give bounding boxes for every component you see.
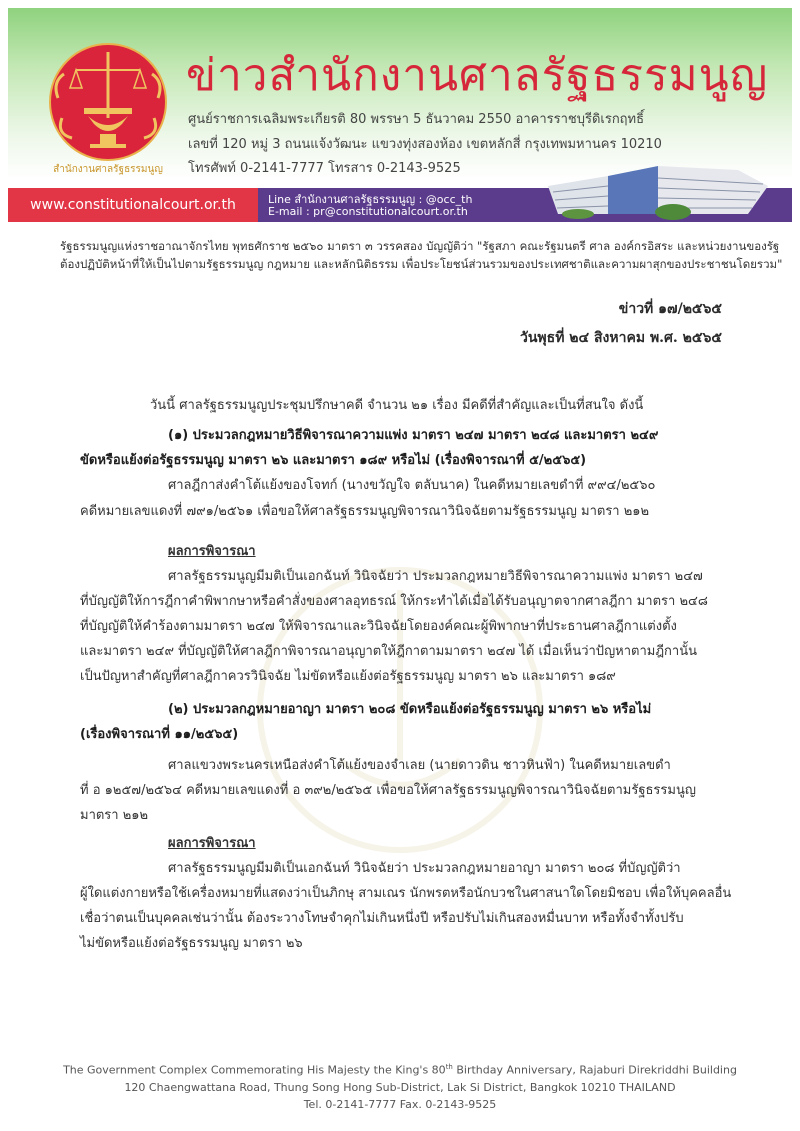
footer-line-1 xyxy=(0,1063,800,1077)
email-link[interactable]: E-mail : pr@constitutionalcourt.or.th xyxy=(268,205,468,218)
case2-facts-line1: ศาลแขวงพระนครเหนือส่งคำโต้แย้งของจำเลย (นายดาวดิน ชาวหินฟ้า) ในคดีหมายเลขดำ xyxy=(168,758,671,773)
intro-paragraph: วันนี้ ศาลรัฐธรรมนูญประชุมปรึกษาคดี จำนวน ๒๑ เรื่อง มีคดีที่สำคัญและเป็นที่สนใจ ดังนี้ xyxy=(150,398,644,413)
case1-result-line5: เป็นปัญหาสำคัญที่ศาลฎีกาควรวินิจฉัย ไม่ขัดหรือแย้งต่อรัฐธรรมนูญ มาตรา ๒๖ และมาตรา ๑๘๙ xyxy=(80,669,616,684)
case1-result-line1: ศาลรัฐธรรมนูญมีมติเป็นเอกฉันท์ วินิจฉัยว่า ประมวลกฎหมายวิธีพิจารณาความแพ่ง มาตรา ๒๔๗ xyxy=(168,569,703,584)
letterhead xyxy=(8,8,792,218)
footer-line-1-text: The Government Complex Commemorating His Majesty the King's 80 xyxy=(63,1063,446,1077)
quote-line-1: รัฐธรรมนูญแห่งราชอาณาจักรไทย พุทธศักราช ๒๕๖๐ มาตรา ๓ วรรคสอง บัญญัติว่า "รัฐสภา คณะรัฐมนตรี ศาล องค์กรอิสระ และหน่วยงานของรัฐ xyxy=(60,239,780,253)
case1-facts-line1: ศาลฎีกาส่งคำโต้แย้งของโจทก์ (นางขวัญใจ ตลับนาค) ในคดีหมายเลขดำที่ ๙๙๔/๒๕๖๐ xyxy=(168,478,656,493)
address-line-1: ศูนย์ราชการเฉลิมพระเกียรติ 80 พรรษา 5 ธันวาคม 2550 อาคารราชบุรีดิเรกฤทธิ์ xyxy=(188,112,645,127)
news-number: ข่าวที่ ๑๗/๒๕๖๕ xyxy=(618,301,722,317)
case2-facts-line2: ที่ อ ๑๒๕๗/๒๕๖๔ คดีหมายเลขแดงที่ อ ๓๙๒/๒๕๖๕ เพื่อขอให้ศาลรัฐธรรมนูญพิจารณาวินิจฉัยตามรัฐธรรมนูญ xyxy=(80,783,696,798)
phone-fax-line: โทรศัพท์ 0-2141-7777 โทรสาร 0-2143-9525 xyxy=(188,161,461,176)
case2-facts-line3: มาตรา ๒๑๒ xyxy=(80,808,149,823)
case2-result-heading: ผลการพิจารณา xyxy=(168,836,256,851)
case1-heading-line2: ขัดหรือแย้งต่อรัฐธรรมนูญ มาตรา ๒๖ และมาตรา ๑๘๙ หรือไม่ (เรื่องพิจารณาที่ ๕/๒๕๖๕) xyxy=(80,453,587,468)
case1-heading-line1: (๑) ประมวลกฎหมายวิธีพิจารณาความแพ่ง มาตรา ๒๔๗ มาตรา ๒๔๘ และมาตรา ๒๔๙ xyxy=(168,428,659,443)
svg-text:สำนักงานศาลรัฐธรรมนูญ: สำนักงานศาลรัฐธรรมนูญ xyxy=(53,164,163,175)
line-id: Line สำนักงานศาลรัฐธรรมนูญ : @occ_th xyxy=(268,193,473,206)
case1-result-line4: และมาตรา ๒๔๙ ที่บัญญัติให้ศาลฎีกาพิจารณาอนุญาตให้ฎีกาตามมาตรา ๒๔๗ ได้ เมื่อเห็นว่าปัญหาตามฎีกานั้น xyxy=(80,644,697,659)
case1-facts-line2: คดีหมายเลขแดงที่ ๗๙๑/๒๕๖๑ เพื่อขอให้ศาลรัฐธรรมนูญพิจารณาวินิจฉัยตามรัฐธรรมนูญ มาตรา ๒๑๒ xyxy=(80,504,650,519)
case1-result-line3: ที่บัญญัติให้คำร้องตามมาตรา ๒๔๗ ให้พิจารณาและวินิจฉัยโดยองค์คณะผู้พิพากษาที่ประธานศาลฎีกาแต่งตั้ง xyxy=(80,619,677,634)
footer-line-2: 120 Chaengwattana Road, Thung Song Hong Sub-District, Lak Si District, Bangkok 10210 THAILAND xyxy=(124,1081,676,1094)
quote-line-2: ต้องปฏิบัติหน้าที่ให้เป็นไปตามรัฐธรรมนูญ กฎหมาย และหลักนิติธรรม เพื่อประโยชน์ส่วนรวมของประเทศชาติและความผาสุกของประชาชนโดยรวม" xyxy=(60,257,783,271)
case2-heading-line1: (๒) ประมวลกฎหมายอาญา มาตรา ๒๐๘ ขัดหรือแย้งต่อรัฐธรรมนูญ มาตรา ๒๖ หรือไม่ xyxy=(168,702,652,717)
case2-result-line1: ศาลรัฐธรรมนูญมีมติเป็นเอกฉันท์ วินิจฉัยว่า ประมวลกฎหมายอาญา มาตรา ๒๐๘ ที่บัญญัติว่า xyxy=(168,861,681,876)
court-emblem-icon xyxy=(38,38,178,178)
case1-result-line2: ที่บัญญัติให้การฎีกาคำพิพากษาหรือคำสั่งของศาลอุทธรณ์ ให้กระทำได้เมื่อได้รับอนุญาตจากศาลฎีกา มาตรา ๒๔๘ xyxy=(80,594,708,609)
page-title: ข่าวสำนักงานศาลรัฐธรรมนูญ xyxy=(186,50,769,101)
website-link[interactable]: www.constitutionalcourt.or.th xyxy=(8,188,258,222)
court-building-image xyxy=(538,156,778,222)
footer-line-3: Tel. 0-2141-7777 Fax. 0-2143-9525 xyxy=(303,1098,497,1111)
address-line-2: เลขที่ 120 หมู่ 3 ถนนแจ้งวัฒนะ แขวงทุ่งสองห้อง เขตหลักสี่ กรุงเทพมหานคร 10210 xyxy=(188,137,662,152)
constitution-quote xyxy=(60,237,783,273)
case2-heading-line2: (เรื่องพิจารณาที่ ๑๑/๒๕๖๕) xyxy=(80,727,239,742)
case1-result-heading: ผลการพิจารณา xyxy=(168,544,256,559)
case2-result-line2: ผู้ใดแต่งกายหรือใช้เครื่องหมายที่แสดงว่าเป็นภิกษุ สามเณร นักพรตหรือนักบวชในศาสนาใดโดยมิชอบ เพื่อให้บุคคลอื่น xyxy=(80,886,732,901)
footer-line-1-text-end: Birthday Anniversary, Rajaburi Direkriddhi Building xyxy=(452,1063,737,1077)
case2-result-line3: เชื่อว่าตนเป็นบุคคลเช่นว่านั้น ต้องระวางโทษจำคุกไม่เกินหนึ่งปี หรือปรับไม่เกินสองหมื่นบาท หรือทั้งจำทั้งปรับ xyxy=(80,911,684,926)
footer-ordinal: th xyxy=(445,1063,453,1071)
case2-result-line4: ไม่ขัดหรือแย้งต่อรัฐธรรมนูญ มาตรา ๒๖ xyxy=(80,936,303,951)
letterhead-banner xyxy=(8,8,792,180)
news-date: วันพุธที่ ๒๔ สิงหาคม พ.ศ. ๒๕๖๕ xyxy=(520,330,722,346)
